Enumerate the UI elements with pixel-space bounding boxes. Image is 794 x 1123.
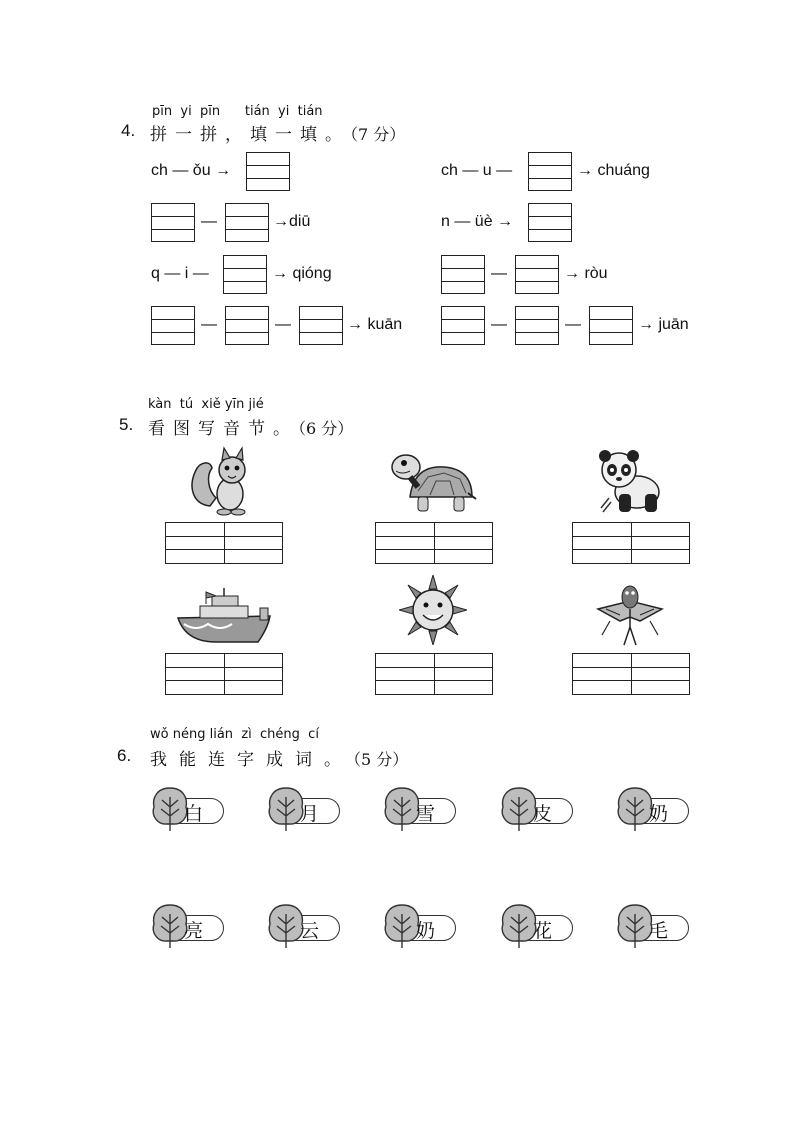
panda-picture <box>597 448 663 516</box>
q4-number: 4. <box>121 121 136 140</box>
word-card-character: 亮 <box>184 920 204 942</box>
word-card-character: 月 <box>300 803 320 825</box>
q4-item-1-prefix: ch — ǒu → <box>151 162 232 179</box>
sun-picture <box>399 575 467 645</box>
word-card[interactable] <box>266 785 342 833</box>
q4-item-6-suffix: → ròu <box>564 265 608 282</box>
q4-answer-box[interactable] <box>528 203 572 242</box>
kite-picture <box>596 583 664 647</box>
q4-item-2-prefix: ch — u — <box>441 162 513 179</box>
q5-answer-grid[interactable] <box>375 522 493 564</box>
q4-answer-box[interactable] <box>441 306 485 345</box>
word-card-character: 雪 <box>416 803 436 825</box>
q5-answer-grid[interactable] <box>572 653 690 695</box>
word-card-character: 云 <box>300 920 320 942</box>
word-card[interactable] <box>499 785 575 833</box>
word-card-character: 奶 <box>416 920 436 942</box>
q5-answer-grid[interactable] <box>165 653 283 695</box>
q4-dash: — <box>491 316 507 333</box>
q5-title: 看图写音节。（6 分） <box>148 419 354 439</box>
q4-dash: — <box>201 213 217 230</box>
word-card-character: 花 <box>533 920 553 942</box>
word-card-character: 皮 <box>533 803 553 825</box>
q6-pinyin-line: wǒ néng lián zì chéng cí <box>150 727 319 742</box>
q4-answer-box[interactable] <box>225 203 269 242</box>
q4-dash: — <box>275 316 291 333</box>
word-card[interactable] <box>382 785 458 833</box>
q4-answer-box[interactable] <box>299 306 343 345</box>
q4-answer-box[interactable] <box>441 255 485 294</box>
q5-answer-grid[interactable] <box>572 522 690 564</box>
q4-answer-box[interactable] <box>515 306 559 345</box>
q4-dash: — <box>201 316 217 333</box>
q4-dash: — <box>565 316 581 333</box>
q4-pinyin-line: pīn yi pīn tián yi tián <box>152 104 323 119</box>
q6-number: 6. <box>117 746 132 765</box>
turtle-picture <box>388 447 478 517</box>
squirrel-picture <box>186 446 262 518</box>
word-card[interactable] <box>266 902 342 950</box>
q4-dash: — <box>491 265 507 282</box>
word-card[interactable] <box>382 902 458 950</box>
word-card[interactable] <box>150 785 226 833</box>
q4-item-2-suffix: → chuáng <box>577 162 650 179</box>
q4-answer-box[interactable] <box>515 255 559 294</box>
word-card[interactable] <box>615 902 691 950</box>
q4-item-5-prefix: q — i — <box>151 265 209 282</box>
q5-number: 5. <box>119 415 134 434</box>
q4-answer-box[interactable] <box>151 203 195 242</box>
q4-item-4-prefix: n — üè → <box>441 213 514 230</box>
q4-answer-box[interactable] <box>223 255 267 294</box>
q5-answer-grid[interactable] <box>375 653 493 695</box>
word-card[interactable] <box>499 902 575 950</box>
q4-answer-box[interactable] <box>589 306 633 345</box>
word-card-character: 白 <box>184 803 204 825</box>
q5-answer-grid[interactable] <box>165 522 283 564</box>
q6-title: 我能连字成词。（5 分） <box>150 750 409 770</box>
word-card-character: 毛 <box>649 920 669 942</box>
q5-pinyin-line: kàn tú xiě yīn jié <box>148 397 264 412</box>
q4-answer-box[interactable] <box>528 152 572 191</box>
q4-answer-box[interactable] <box>246 152 290 191</box>
q4-answer-box[interactable] <box>225 306 269 345</box>
boat-picture <box>176 588 274 646</box>
q4-title: 拼一拼，填一填。（7 分） <box>150 125 406 145</box>
q4-item-5-suffix: → qióng <box>272 265 332 282</box>
word-card[interactable] <box>615 785 691 833</box>
word-card[interactable] <box>150 902 226 950</box>
q4-answer-box[interactable] <box>151 306 195 345</box>
q4-item-3-suffix: →diū <box>273 213 311 230</box>
word-card-character: 奶 <box>649 803 669 825</box>
q4-item-7-suffix: → kuān <box>347 316 403 333</box>
q4-item-8-suffix: → juān <box>638 316 689 333</box>
